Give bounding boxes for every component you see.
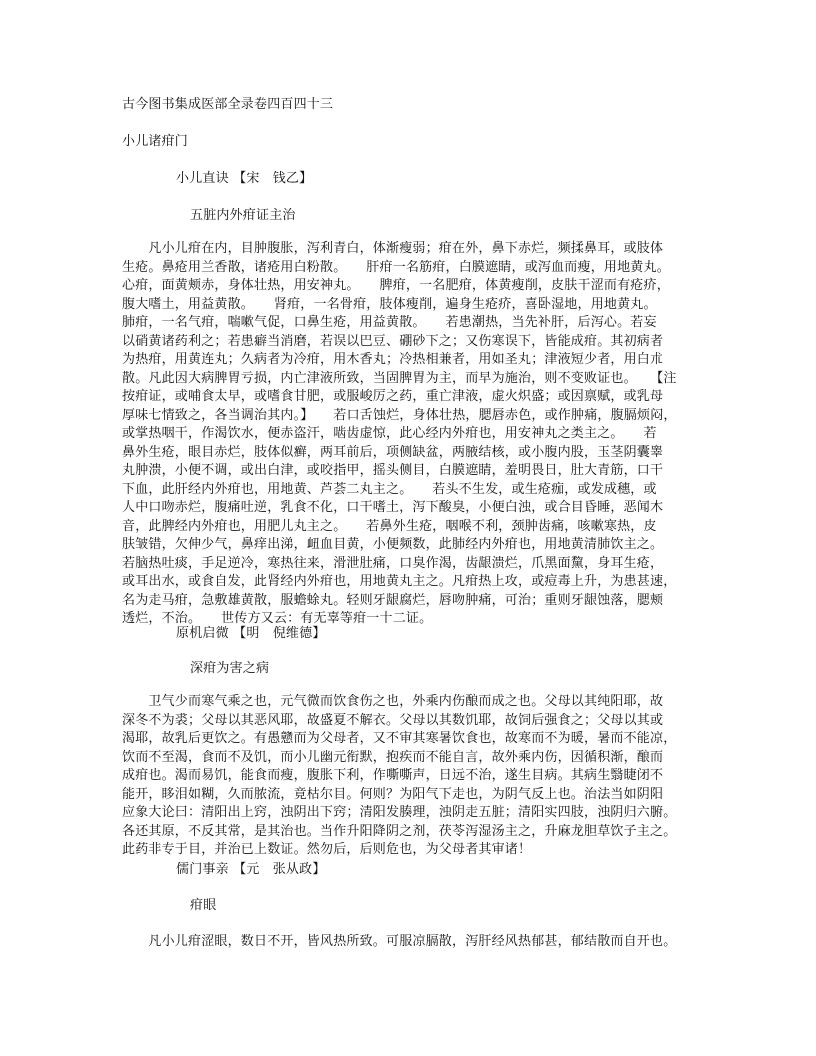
body-line: 音，此脾经内外疳也，用肥儿丸主之。 若鼻外生疮，咽喉不利，颈肿齿痛，咳嗽寒热，皮 — [122, 518, 657, 534]
body-line: 下血，此肝经内外疳也，用地黄、芦荟二丸主之。 若头不生发，或生疮痂，或发成穗，或 — [122, 481, 657, 497]
body-line: 卫气少而寒气乘之也，元气微而饮食伤之也，外乘内伤酿而成之也。父母以其纯阳耶，故 — [122, 694, 664, 709]
section-title: 小儿诸疳门 — [122, 134, 189, 149]
body-line: 以硝黄诸药利之；若患癖当消磨，若误以巴豆、硼砂下之；又伤寒误下，皆能成疳。其初病者 — [122, 333, 664, 349]
body-line: 各还其原，不反其常，是其治也。当作升阳降阴之剂，茯苓泻湿汤主之，升麻龙胆草饮子主之。 — [122, 823, 677, 839]
body-line: 凡小儿疳涩眼，数日不开，皆风热所致。可服凉膈散，泻肝经风热郁甚，郁结散而自开也。 — [122, 934, 677, 949]
body-line: 深冬不为裘；父母以其恶风耶，故盛夏不解衣。父母以其数饥耶，故饲后强食之；父母以其或 — [122, 712, 664, 728]
block2-body — [122, 693, 704, 860]
block1-heading: 小儿直诀 【宋 钱乙】 — [176, 171, 313, 186]
body-line: 鼻外生疮，眼目赤烂，肢体似癣，两耳前后，项侧缺盆，两腋结核，或小腹内股，玉茎阴囊睾 — [122, 444, 664, 460]
body-line: 人中口吻赤烂，腹痛吐逆，乳食不化，口干嗜土，泻下酸臭，小便白浊，或合目昏睡，恶闻木 — [122, 500, 664, 515]
body-line: 肤皱错，欠伸少气，鼻痒出涕，衄血目黄，小便频数，此肺经内外疳也，用地黄清肺饮主之。 — [122, 537, 664, 552]
body-line: 能开，眵泪如糊，久而脓流，竟枯尔目。何则？为阳气下走也，为阴气反上也。治法当如阴阳 — [122, 786, 664, 802]
body-line: 或掌热咽干，作渴饮水，便赤盗汗，啮齿虚惊，此心经内外疳也，用安神丸之类主之。 若 — [122, 426, 657, 441]
body-line: 名为走马疳，急敷雄黄散，服蟾蜍丸。轻则牙龈腐烂，唇吻肿痛，可治；重则牙龈蚀落，腮颊 — [122, 592, 664, 608]
block2-heading: 原机启微 【明 倪维德】 — [176, 626, 326, 641]
body-line: 厚味七情致之，各当调治其内。】 若口舌蚀烂，身体壮热，腮唇赤色，或作肿痛，腹膈烦闷， — [122, 407, 677, 423]
body-line: 渴耶，故乳后更饮之。有愚戆而为父母者，又不审其寒暑饮食也，故寒而不为暖，暑而不能凉， — [122, 731, 677, 746]
body-line: 丸肿溃，小便不调，或出白津，或咬指甲，摇头侧目，白膜遮睛，羞明畏日，肚大青筋，口干 — [122, 463, 664, 478]
body-line: 应象大论曰：清阳出上窍，浊阴出下窍；清阳发腠理，浊阴走五脏；清阳实四肢，浊阴归六腑。 — [122, 805, 677, 820]
body-line: 按疳证，或哺食太早，或嗜食甘肥，或服峻厉之药，重亡津液，虚火炽盛；或因禀赋，或乳母 — [122, 389, 664, 404]
block3-body — [122, 933, 704, 952]
body-line: 散。凡此因大病脾胃亏损，内亡津液所致，当固脾胃为主，而早为施治，则不变败证也。 【注 — [122, 370, 677, 386]
body-line: 生疮。鼻疮用兰香散，诸疮用白粉散。 肝疳一名筋疳，白膜遮睛，或泻血而瘦，用地黄丸。 — [122, 259, 670, 275]
block1-body — [122, 240, 704, 629]
block2-subheading: 深疳为害之病 — [190, 661, 270, 676]
body-line: 凡小儿疳在内，目肿腹胀，泻利青白，体渐瘦弱；疳在外，鼻下赤烂，频揉鼻耳，或肢体 — [122, 241, 664, 256]
block1-subheading: 五脏内外疳证主治 — [190, 208, 296, 223]
document-title: 古今图书集成医部全录卷四百四十三 — [122, 97, 334, 112]
body-line: 若脑热吐痰，手足逆冷，寒热往来，滑泄肚痛，口臭作渴，齿龈溃烂，爪黑面黧，身耳生疮， — [122, 555, 664, 571]
body-line: 或耳出水，或食自发，此肾经内外疳也，用地黄丸主之。凡疳热上攻，或痘毒上升，为患甚速， — [122, 574, 677, 589]
block3-subheading: 疳眼 — [190, 898, 217, 913]
body-line: 腹大嗜土，用益黄散。 肾疳，一名骨疳，肢体瘦削，遍身生疮疥，喜卧湿地，用地黄丸。 — [122, 296, 657, 312]
body-line: 心疳，面黄颊赤，身体壮热，用安神丸。 脾疳，一名肥疳，体黄瘦削，皮肤干涩而有疮疥， — [122, 278, 670, 293]
body-line: 肺疳，一名气疳，喘嗽气促，口鼻生疮，用益黄散。 若患潮热，当先补肝，后泻心。若妄 — [122, 315, 657, 330]
block3-heading: 儒门事亲 【元 张从政】 — [176, 862, 326, 877]
body-line: 为热疳，用黄连丸；久病者为冷疳，用木香丸；冷热相兼者，用如圣丸；津液短少者，用白朮 — [122, 352, 664, 367]
body-line: 此药非专于目，并治已上数证。然勿后，后则危也，为父母者其审诸！ — [122, 842, 532, 857]
body-line: 饮而不至渴，食而不及饥，而小儿幽元衔默，抱疾而不能自言，故外乘内伤，因循积渐，酿而 — [122, 749, 664, 765]
body-line: 透烂，不治。 世传方又云：有无辜等疳一十二证。 — [122, 611, 433, 626]
body-line: 成疳也。渴而易饥，能食而瘦，腹胀下利，作嘶嘶声，日远不治，遂生目病。其病生翳睫闭不 — [122, 768, 664, 783]
